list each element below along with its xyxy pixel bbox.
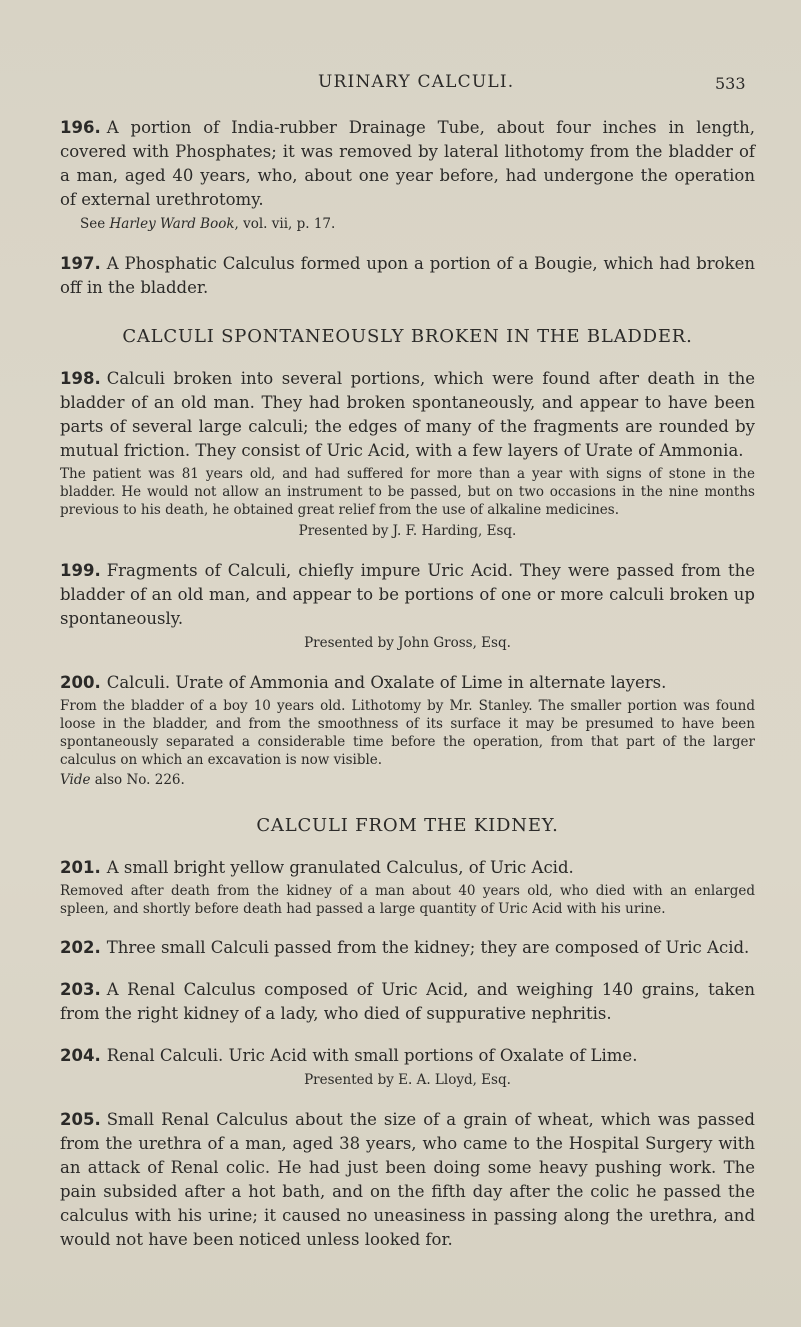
entry-number: 199. [60, 561, 101, 580]
catalogue-entry-198 [60, 367, 755, 541]
entry-number: 205. [60, 1110, 101, 1129]
catalogue-entry-200 [60, 671, 755, 789]
entry-description: A Phosphatic Calculus formed upon a portion of a Bougie, which had broken off in the bladder. [60, 254, 755, 297]
entry-text [60, 936, 755, 960]
entry-text [60, 252, 755, 300]
entry-number: 196. [60, 118, 101, 137]
entry-number: 203. [60, 980, 101, 999]
entry-text [60, 116, 755, 212]
entry-text [60, 671, 755, 695]
section-heading-bladder: CALCULI SPONTANEOUSLY BROKEN IN THE BLADDER. [122, 326, 693, 347]
entry-reference [80, 214, 755, 234]
entry-number: 200. [60, 673, 101, 692]
entry-description: Calculi broken into several portions, which were found after death in the bladder of an old man. They had broken spontaneously, and appear to have been parts of several large calculi; the edges of many of the fragments are rounded by mutual friction. They consist of Uric Acid, with a few layers of Urate of Ammonia. [60, 369, 755, 460]
page-number: 533 [715, 74, 746, 93]
catalogue-entry-205 [60, 1108, 755, 1252]
entry-number: 198. [60, 369, 101, 388]
entry-text [60, 559, 755, 631]
catalogue-entry-204 [60, 1044, 755, 1090]
entry-number: 202. [60, 938, 101, 957]
entry-description: A portion of India-rubber Drainage Tube, about four inches in length, covered with Phosphates; it was removed by lateral lithotomy from the bladder of a man, aged 40 years, who, about one year before, had undergone the operation of external urethrotomy. [60, 118, 755, 209]
section-heading-kidney: CALCULI FROM THE KIDNEY. [256, 815, 559, 836]
entry-description: Calculi. Urate of Ammonia and Oxalate of Lime in alternate layers. [106, 673, 667, 692]
page-content [60, 116, 755, 1270]
entry-description: Small Renal Calculus about the size of a grain of wheat, which was passed from the urethra of a man, aged 38 years, who came to the Hospital Surgery with an attack of Renal colic. He had just been doing some heavy pushing work. The pain subsided after a hot bath, and on the fifth day after the colic he passed the calculus with his urine; it caused no uneasiness in passing along the urethra, and would not have been noticed unless looked for. [60, 1110, 755, 1249]
catalogue-entry-202 [60, 936, 755, 960]
entry-description: A small bright yellow granulated Calculus, of Uric Acid. [106, 858, 574, 877]
entry-text [60, 1044, 755, 1068]
entry-note: Removed after death from the kidney of a man about 40 years old, who died with an enlarged spleen, and shortly before death had passed a large quantity of Uric Acid with his urine. [60, 883, 755, 917]
running-header [0, 72, 801, 102]
entry-note: The patient was 81 years old, and had suffered for more than a year with signs of stone in the bladder. He would not allow an instrument to be passed, but on two occasions in the nine months previous to his death, he obtained great relief from the use of alkaline medicines. [60, 466, 755, 518]
running-title: URINARY CALCULI. [318, 72, 515, 92]
entry-text [60, 856, 755, 880]
entry-number: 197. [60, 254, 101, 273]
catalogue-entry-197 [60, 252, 755, 300]
entry-number: 201. [60, 858, 101, 877]
vide-rest: also No. 226. [90, 772, 185, 788]
entry-description: A Renal Calculus composed of Uric Acid, and weighing 140 grains, taken from the right kidney of a lady, who died of suppurative nephritis. [60, 980, 755, 1023]
catalogue-entry-201 [60, 856, 755, 918]
catalogue-entry-196 [60, 116, 755, 234]
entry-presented-by: Presented by J. F. Harding, Esq. [298, 523, 517, 539]
catalogue-entry-203 [60, 978, 755, 1026]
entry-presented-by: Presented by E. A. Lloyd, Esq. [304, 1072, 511, 1088]
entry-description: Fragments of Calculi, chiefly impure Uric Acid. They were passed from the bladder of an old man, and appear to be portions of one or more calculi broken up spontaneously. [60, 561, 755, 628]
reference-prefix: See [80, 216, 110, 232]
reference-suffix: , vol. vii, p. 17. [234, 216, 336, 232]
reference-title: Harley Ward Book [109, 216, 235, 232]
entry-description: Renal Calculi. Uric Acid with small portions of Oxalate of Lime. [106, 1046, 638, 1065]
catalogue-entry-199 [60, 559, 755, 653]
entry-text [60, 1108, 755, 1252]
entry-cross-reference [60, 771, 755, 789]
entry-text [60, 978, 755, 1026]
entry-note: From the bladder of a boy 10 years old. Lithotomy by Mr. Stanley. The smaller portion was found loose in the bladder, and from the smoothness of its surface it may be presumed to have been spontaneously separated a considerable time before the operation, from that part of the larger calculus on which an excavation is now visible. [60, 698, 755, 768]
entry-number: 204. [60, 1046, 101, 1065]
entry-description: Three small Calculi passed from the kidney; they are composed of Uric Acid. [106, 938, 750, 957]
entry-text [60, 367, 755, 463]
vide-word: Vide [60, 772, 91, 788]
entry-presented-by: Presented by John Gross, Esq. [304, 635, 511, 651]
